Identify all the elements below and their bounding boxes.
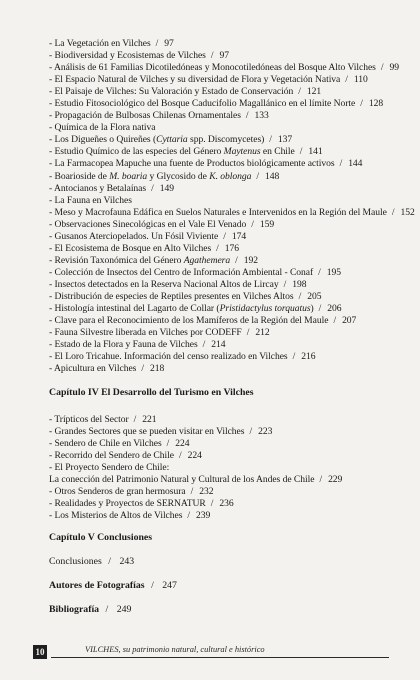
separator: / (155, 38, 159, 49)
toc-entry-title: Realidades y Proyectos de SERNATUR (54, 498, 206, 510)
bullet-dash: - (49, 438, 55, 450)
separator: / (345, 74, 348, 86)
separator: / (318, 266, 321, 278)
toc-entry (49, 426, 414, 438)
toc-entry-title: Boarioside de (54, 170, 110, 182)
bullet-dash: - (49, 498, 55, 510)
toc-entry (49, 183, 414, 195)
separator: / (105, 604, 109, 615)
separator: / (269, 134, 272, 146)
toc-entry-title: Clave para el Reconocimiento de los Mamíferos de la Región del Maule (54, 315, 329, 327)
toc-entry-page: 212 (255, 327, 270, 339)
toc-entry (49, 438, 414, 450)
toc-entry-page: 218 (149, 363, 165, 375)
toc-entry (49, 219, 414, 231)
toc-entry-title: Insectos detectados en la Reserva Nacional Altos de Lircay (54, 278, 279, 290)
toc-entry-page: 236 (219, 498, 234, 510)
bullet-dash: - (49, 74, 55, 86)
toc-entry-title: La Fauna en Vilches (54, 194, 132, 206)
separator: / (133, 414, 137, 425)
separator: / (187, 510, 191, 522)
toc-entry-page: 148 (265, 170, 280, 182)
toc-entry-title: spp. Discomycetes) (187, 134, 265, 146)
separator: / (339, 158, 343, 170)
separator: / (249, 426, 253, 438)
toc-entry (49, 474, 414, 486)
toc-entry (49, 315, 414, 327)
toc-entry-title: Recorrido del Sendero de Chile (54, 450, 174, 462)
toc-entry-title: Gusanos Aterciopelados. Un Fósil Viviente (54, 230, 219, 242)
chapter-4-list (49, 414, 414, 522)
bullet-dash: - (49, 146, 55, 158)
toc-entry-page: 207 (342, 315, 357, 327)
bullet-dash: - (49, 486, 55, 498)
separator: / (299, 146, 303, 158)
toc-entry-title: Observaciones Sinecológicas en el Vale El Venado (54, 218, 247, 230)
separator: / (256, 170, 260, 182)
toc-entry-title: Trípticos del Sector (54, 414, 129, 425)
toc-entry-title: Estado de la Flora y Fauna de Vilches (54, 339, 198, 351)
separator: / (202, 339, 206, 351)
toc-entry (49, 351, 414, 363)
toc-entry-page: 152 (400, 206, 415, 218)
bullet-dash: - (49, 414, 55, 425)
toc-entry-page: 144 (348, 158, 363, 170)
bullet-dash: - (49, 510, 55, 522)
separator: / (210, 498, 214, 510)
toc-entry (49, 50, 414, 62)
toc-entry (49, 86, 414, 98)
toc-entry-title: Sendero de Chile en Vilches (54, 438, 162, 450)
toc-entry (49, 414, 414, 426)
bullet-dash: - (49, 38, 55, 49)
separator: / (319, 474, 323, 486)
separator: / (166, 438, 170, 450)
toc-entry-page: 221 (142, 414, 157, 425)
toc-entry-title: Estudio Fitosociológico del Bosque Caducifolio Magallánico en el límite Norte (54, 98, 356, 110)
bullet-dash: - (49, 122, 55, 134)
toc-entry (49, 158, 414, 170)
bullet-dash: - (49, 303, 55, 315)
chapter-5-heading: Capítulo V Conclusiones (49, 532, 153, 543)
separator: / (151, 182, 154, 194)
toc-entry-page: 249 (116, 604, 132, 615)
toc-entry-title: Apicultura en Vilches (53, 363, 137, 375)
toc-entry (49, 171, 414, 183)
toc-entry-page: 176 (224, 242, 240, 254)
toc-entry (49, 462, 414, 474)
toc-entry-page: 137 (277, 134, 293, 146)
toc-entry-title: Análisis de 61 Familias Dicotiledóneas y Monocotiledóneas del Bosque Alto Vilches (53, 62, 376, 74)
separator: / (245, 110, 249, 122)
toc-entry-italic: Agathemera (183, 254, 231, 266)
separator: / (151, 580, 154, 591)
toc-entry-title: La Vegetación en Vilches (54, 38, 151, 49)
toc-entry (49, 207, 414, 219)
toc-entry-title: Otros Senderos de gran hermosura (54, 486, 186, 498)
separator: / (251, 218, 254, 230)
toc-entry (49, 74, 414, 86)
toc-entry-title: La conección del Patrimonio Natural y Cultural de los Andes de Chile (49, 474, 315, 486)
toc-entry-title: Colección de Insectos del Centro de Información Ambiental - Conaf (54, 266, 314, 278)
toc-entry-page: 216 (301, 351, 316, 363)
toc-entry-page: 110 (353, 74, 368, 86)
toc-entry (49, 291, 414, 303)
separator: / (391, 206, 395, 218)
toc-entry (49, 510, 414, 522)
toc-list (49, 38, 414, 375)
toc-entry-title: Revisión Taxonómica del Género (54, 254, 184, 266)
bullet-dash: - (49, 158, 55, 170)
toc-entry-page: 243 (119, 556, 135, 567)
bullet-dash: - (49, 230, 55, 242)
toc-entry-page: 224 (175, 438, 190, 450)
toc-entry-page: 174 (231, 230, 247, 242)
bullet-dash: - (49, 170, 55, 182)
separator: / (360, 98, 363, 110)
toc-entry-title: Los Digueñes o Quireñes ( (54, 134, 157, 146)
chapter-4-heading: Capítulo IV El Desarrollo del Turismo en Vilches (49, 387, 254, 398)
bullet-dash: - (49, 194, 55, 206)
toc-entry (49, 231, 414, 243)
bullet-dash: - (49, 450, 55, 462)
toc-entry-page: 141 (308, 146, 323, 158)
separator: / (246, 327, 250, 339)
bullet-dash: - (49, 254, 55, 266)
toc-entry-title: Antocianos y Betalaínas (53, 182, 147, 194)
bullet-dash: - (49, 98, 55, 110)
toc-entry-page: 198 (292, 278, 307, 290)
toc-entry-page: 229 (328, 474, 343, 486)
toc-entry-title: El Proyecto Sendero de Chile: (54, 462, 170, 474)
toc-entry-title: El Ecosistema de Bosque en Alto Vilches (54, 242, 212, 254)
toc-entry-title: Conclusiones (49, 556, 102, 567)
separator: / (235, 254, 238, 266)
toc-entry-page: 121 (306, 86, 322, 98)
toc-entry-conclusiones (49, 556, 134, 567)
toc-entry (49, 122, 414, 134)
bullet-dash: - (49, 86, 55, 98)
toc-entry-page: 159 (259, 218, 275, 230)
toc-entry (49, 195, 414, 207)
toc-entry-page: 223 (258, 426, 273, 438)
separator: / (380, 62, 384, 74)
separator: / (190, 486, 194, 498)
toc-entry-title: El Paisaje de Vilches: Su Valoración y Estado de Conservación (54, 86, 294, 98)
separator: / (108, 556, 111, 567)
toc-entry-page: 97 (219, 50, 229, 62)
toc-entry (49, 363, 414, 375)
bullet-dash: - (49, 290, 55, 302)
bullet-dash: - (49, 351, 55, 363)
toc-entry-italic: Cyttaria (156, 134, 188, 146)
bullet-dash: - (49, 278, 55, 290)
bullet-dash: - (49, 339, 55, 351)
toc-entry-italic: M. boaria (109, 170, 148, 182)
toc-entry-title: El Espacio Natural de Vilches y su diversidad de Flora y Vegetación Nativa (54, 74, 341, 86)
toc-entry (49, 498, 414, 510)
toc-entry (49, 38, 414, 50)
toc-entry-page: 149 (159, 182, 174, 194)
separator: / (178, 450, 182, 462)
bullet-dash: - (49, 50, 55, 62)
toc-entry-title: y Glycosido de (147, 170, 210, 182)
footer-book-title: VILCHES, su patrimonio natural, cultural e histórico (85, 645, 265, 654)
page-footer (33, 645, 389, 659)
toc-entry (49, 450, 414, 462)
toc-entry (49, 339, 414, 351)
toc-entry-page: 205 (307, 290, 322, 302)
toc-entry (49, 255, 414, 267)
bullet-dash: - (49, 182, 54, 194)
toc-entry-italic: Pristidactylus torquatus (219, 303, 311, 315)
toc-entry-italic: K. oblonga (209, 170, 252, 182)
separator: / (333, 315, 337, 327)
toc-entry (49, 243, 414, 255)
toc-entry-page: 97 (164, 38, 174, 49)
toc-entry-page: 133 (254, 110, 269, 122)
separator: / (292, 351, 296, 363)
toc-entry (49, 62, 414, 74)
toc-entry-page: 195 (326, 266, 342, 278)
toc-entry-title: Los Misterios de Altos de Vilches (54, 510, 183, 522)
separator: / (318, 303, 322, 315)
toc-entry-page: 247 (162, 580, 177, 591)
bullet-dash: - (49, 134, 55, 146)
toc-entry-page: 232 (199, 486, 214, 498)
toc-entry-title: El Loro Tricahue. Información del censo realizado en Vilches (54, 351, 288, 363)
toc-entry-autores (49, 580, 177, 591)
toc-entry-title: ) (310, 303, 314, 315)
footer-divider (51, 657, 389, 658)
toc-entry (49, 327, 414, 339)
toc-entry-title: Biodiversidad y Ecosistemas de Vilches (54, 50, 206, 62)
toc-entry-title: Propagación de Bulbosas Chilenas Ornamentales (54, 110, 241, 122)
toc-entry-title: Química de la Flora nativa (54, 122, 156, 134)
toc-entry (49, 279, 414, 291)
toc-entry-page: 206 (327, 303, 342, 315)
bullet-dash: - (49, 242, 55, 254)
toc-entry-page: 239 (196, 510, 211, 522)
bullet-dash: - (49, 62, 54, 74)
toc-entry-title: La Farmacopea Mapuche una fuente de Productos biológicamente activos (54, 158, 335, 170)
toc-entry-page: 99 (389, 62, 399, 74)
bullet-dash: - (49, 462, 55, 474)
toc-entry (49, 110, 414, 122)
bullet-dash: - (49, 110, 55, 122)
toc-entry-title: Autores de Fotografías (49, 580, 145, 591)
separator: / (298, 86, 301, 98)
toc-entry (49, 146, 414, 158)
toc-entry-title: Histología intestinal del Lagarto de Collar ( (54, 303, 220, 315)
page-number: 10 (33, 645, 47, 659)
toc-entry-title: Distribución de especies de Reptiles presentes en Vilches Altos (54, 290, 294, 302)
separator: / (216, 242, 219, 254)
toc-entry-title: en Chile (260, 146, 295, 158)
separator: / (298, 290, 302, 302)
separator: / (210, 50, 214, 62)
bullet-dash: - (49, 218, 55, 230)
toc-entry-title: Bibliografía (49, 604, 100, 615)
toc-entry (49, 303, 414, 315)
bullet-dash: - (49, 206, 55, 218)
toc-entry-page: 224 (187, 450, 202, 462)
toc-entry-title: Grandes Sectores que se pueden visitar en Vilches (54, 426, 245, 438)
toc-entry-bibliografia (49, 604, 131, 615)
toc-entry-page: 192 (243, 254, 258, 266)
separator: / (141, 363, 144, 375)
toc-entry (49, 98, 414, 110)
bullet-dash: - (49, 426, 55, 438)
toc-entry-italic: Maytenus (223, 146, 261, 158)
toc-entry (49, 134, 414, 146)
separator: / (223, 230, 226, 242)
separator: / (283, 278, 287, 290)
toc-entry-title: Fauna Silvestre liberada en Vilches por CODEFF (54, 327, 242, 339)
bullet-dash: - (49, 363, 54, 375)
bullet-dash: - (49, 327, 55, 339)
bullet-dash: - (49, 315, 55, 327)
toc-entry-title: Meso y Macrofauna Edáfica en Suelos Naturales e Intervenidos en la Región del Maule (54, 206, 387, 218)
toc-entry-title: Estudio Químico de las especies del Género (54, 146, 224, 158)
toc-entry (49, 486, 414, 498)
toc-entry-page: 214 (211, 339, 226, 351)
toc-entry-page: 128 (368, 98, 384, 110)
toc-entry (49, 267, 414, 279)
bullet-dash: - (49, 266, 55, 278)
